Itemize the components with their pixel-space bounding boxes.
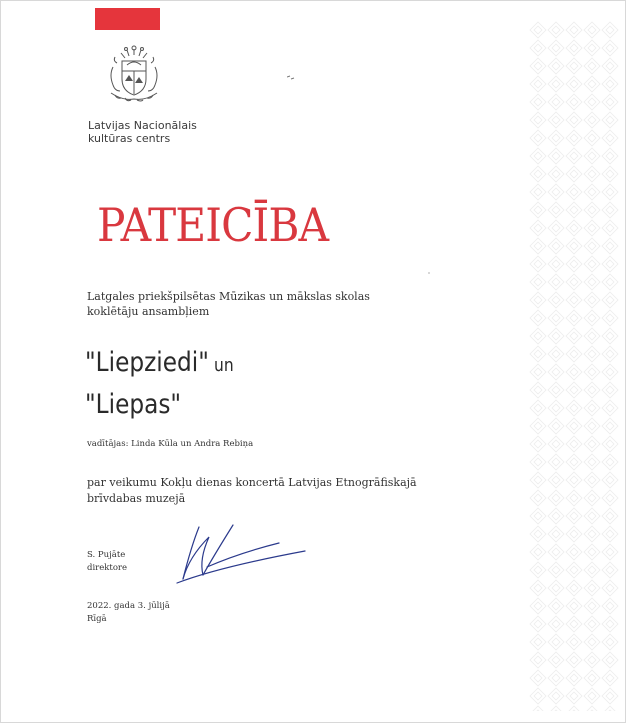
ensemble-1-text: "Liepziedi"	[85, 347, 209, 378]
ensemble-name-1	[85, 345, 234, 384]
ensemble-name-2: "Liepas"	[85, 389, 182, 420]
red-header-tab	[95, 8, 160, 30]
scan-mark	[427, 271, 431, 275]
conjunction-text: un	[214, 355, 234, 376]
organization-name: Latvijas Nacionālais kultūras centrs	[88, 119, 197, 145]
ornament-pattern	[529, 21, 619, 711]
coat-of-arms-icon	[105, 45, 163, 107]
performance-text: par veikumu Kokļu dienas koncertā Latvijas Etnogrāfiskajā brīvdabas muzejā	[87, 476, 417, 505]
certificate-title: PATEICĪBA	[97, 198, 329, 252]
leaders-text: vadītājas: Linda Kūla un Andra Rebiņa	[87, 439, 254, 449]
recipient-text: Latgales priekšpilsētas Mūzikas un mākslas skolas koklētāju ansambļiem	[87, 290, 370, 318]
handwritten-signature	[169, 517, 309, 587]
signer-name: S. Pujāte direktore	[87, 550, 128, 573]
date-and-place: 2022. gada 3. jūlijā Rīgā	[87, 601, 170, 624]
scan-mark	[287, 75, 295, 81]
